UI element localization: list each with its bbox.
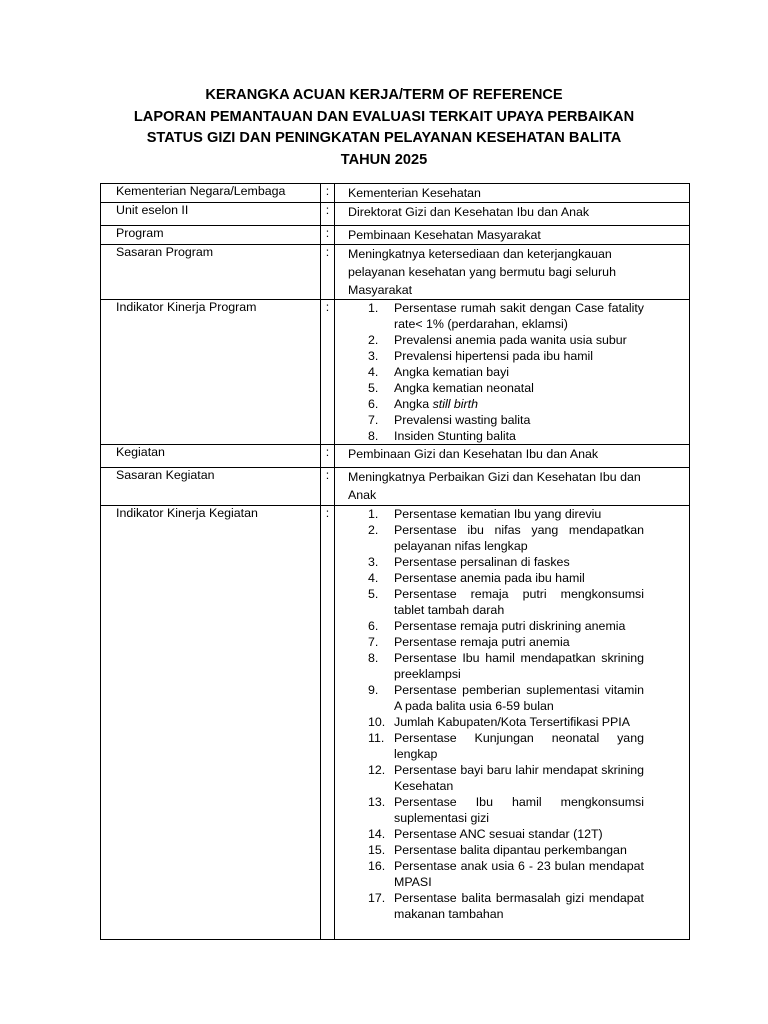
title-line-3: STATUS GIZI DAN PENINGKATAN PELAYANAN KESEHATAN BALITA xyxy=(146,130,622,146)
row-kementerian xyxy=(101,184,690,203)
unit-label: Unit eselon II xyxy=(101,203,321,226)
program-label: Program xyxy=(101,226,321,245)
list-item: 5. Persentase remaja putri mengkonsumsi tablet tambah darah xyxy=(368,587,644,617)
sasaran-program-label: Sasaran Program xyxy=(101,245,321,300)
separator: : xyxy=(321,203,335,226)
row-sasaran-kegiatan xyxy=(101,468,690,506)
tor-table xyxy=(100,183,690,940)
row-unit xyxy=(101,203,690,226)
indikator-kegiatan-list xyxy=(348,506,644,922)
separator: : xyxy=(321,226,335,245)
list-item: 13. Persentase Ibu hamil mengkonsumsi suplementasi gizi xyxy=(368,795,644,825)
list-item: 4. Persentase anemia pada ibu hamil xyxy=(368,571,585,585)
separator: : xyxy=(321,468,335,506)
row-sasaran-program xyxy=(101,245,690,300)
kementerian-label: Kementerian Negara/Lembaga xyxy=(101,184,321,203)
kegiatan-label: Kegiatan xyxy=(101,445,321,468)
kegiatan-value: Pembinaan Gizi dan Kesehatan Ibu dan Anak xyxy=(335,445,690,468)
unit-value: Direktorat Gizi dan Kesehatan Ibu dan Anak xyxy=(335,203,690,226)
row-program xyxy=(101,226,690,245)
program-value: Pembinaan Kesehatan Masyarakat xyxy=(335,226,690,245)
list-item: 14. Persentase ANC sesuai standar (12T) xyxy=(368,827,603,841)
separator: : xyxy=(321,245,335,300)
list-item: 2. Prevalensi anemia pada wanita usia subur xyxy=(368,333,627,347)
row-kegiatan xyxy=(101,445,690,468)
list-item: 2. Persentase ibu nifas yang mendapatkan pelayanan nifas lengkap xyxy=(368,523,644,553)
list-item: 12. Persentase bayi baru lahir mendapat skrining Kesehatan xyxy=(368,763,644,793)
separator: : xyxy=(321,300,335,445)
title-line-4: TAHUN 2025 xyxy=(340,151,428,168)
list-item: 8. Insiden Stunting balita xyxy=(368,429,516,443)
list-item: 11. Persentase Kunjungan neonatal yang lengkap xyxy=(368,731,644,761)
title-line-2: LAPORAN PEMANTAUAN DAN EVALUASI TERKAIT UPAYA PERBAIKAN xyxy=(133,108,635,125)
list-item: 1. Persentase rumah sakit dengan Case fatality rate< 1% (perdarahan, eklamsi) xyxy=(368,301,644,331)
list-item: 3. Prevalensi hipertensi pada ibu hamil xyxy=(368,349,594,363)
row-indikator-program xyxy=(101,300,690,445)
indikator-program-value xyxy=(335,300,690,445)
list-item: 3. Persentase persalinan di faskes xyxy=(368,555,570,569)
sasaran-kegiatan-value: Meningkatnya Perbaikan Gizi dan Kesehatan Ibu dan Anak xyxy=(335,468,690,506)
list-item: 17. Persentase balita bermasalah gizi mendapat makanan tambahan xyxy=(368,891,644,921)
list-item: 5. Angka kematian neonatal xyxy=(368,381,534,395)
sasaran-program-value: Meningkatnya ketersediaan dan keterjangkauan pelayanan kesehatan yang bermutu bagi seluruh Masyarakat xyxy=(335,245,690,300)
list-item: 1. Persentase kematian Ibu yang direviu xyxy=(368,507,602,521)
list-item: 4. Angka kematian bayi xyxy=(368,365,510,379)
list-item: 7. Persentase remaja putri anemia xyxy=(368,635,570,649)
indikator-kegiatan-label: Indikator Kinerja Kegiatan xyxy=(101,506,321,940)
kementerian-value: Kementerian Kesehatan xyxy=(335,184,690,203)
indikator-program-list xyxy=(348,300,644,444)
sasaran-kegiatan-label: Sasaran Kegiatan xyxy=(101,468,321,506)
separator: : xyxy=(321,184,335,203)
separator: : xyxy=(321,445,335,468)
indikator-program-label: Indikator Kinerja Program xyxy=(101,300,321,445)
indikator-kegiatan-value xyxy=(335,506,690,940)
list-item: 15. Persentase balita dipantau perkembangan xyxy=(368,843,627,857)
list-item: 9. Persentase pemberian suplementasi vitamin A pada balita usia 6-59 bulan xyxy=(368,683,644,713)
title-line-1: KERANGKA ACUAN KERJA/TERM OF REFERENCE xyxy=(205,87,563,103)
list-item: 10. Jumlah Kabupaten/Kota Tersertifikasi PPIA xyxy=(368,715,631,729)
separator: : xyxy=(321,506,335,940)
list-item: 16. Persentase anak usia 6 - 23 bulan mendapat MPASI xyxy=(368,859,644,889)
list-item: 8. Persentase Ibu hamil mendapatkan skrining preeklampsi xyxy=(368,651,644,681)
row-indikator-kegiatan xyxy=(101,506,690,940)
list-item: 6. Persentase remaja putri diskrining anemia xyxy=(368,619,626,633)
document-title xyxy=(0,85,768,171)
list-item: 6. Angka still birth xyxy=(368,397,479,411)
list-item: 7. Prevalensi wasting balita xyxy=(368,413,531,427)
